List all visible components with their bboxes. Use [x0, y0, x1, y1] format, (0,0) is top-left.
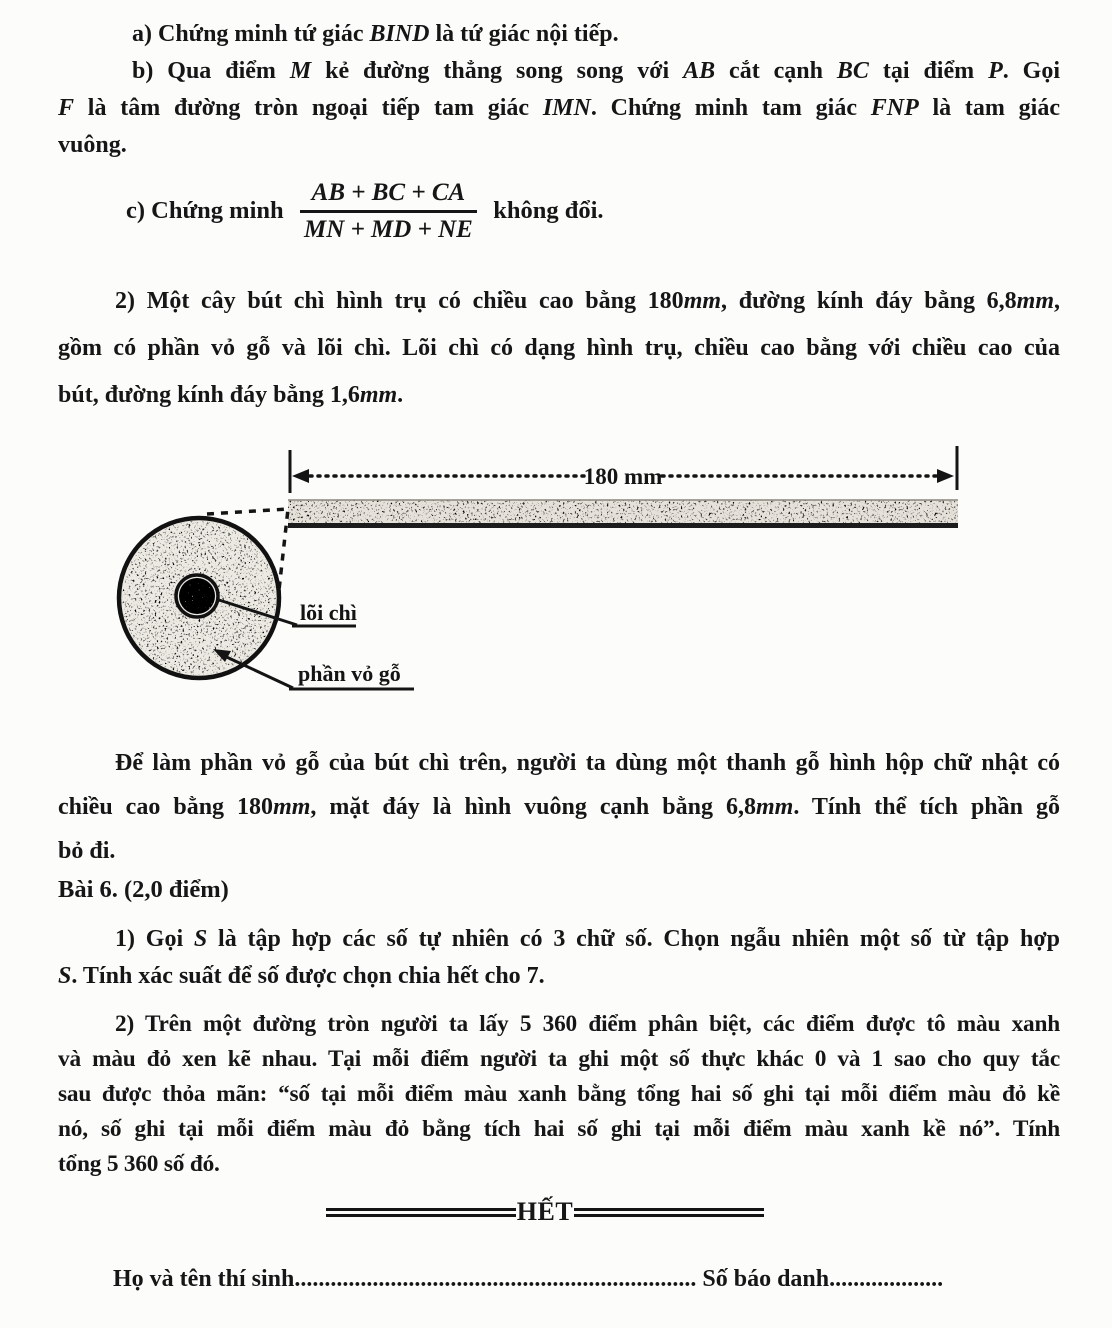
fraction-denominator: MN + MD + NE — [304, 215, 473, 243]
document-body — [58, 16, 1060, 1296]
dimension-line — [290, 446, 957, 493]
text-segment: 2) Trên một đường tròn người ta lấy 5 360 điểm phân biệt, các điểm được tô màu xanh — [115, 1011, 1060, 1037]
text-segment: tổng 5 360 số đó. — [58, 1151, 220, 1177]
text-segment: M — [289, 58, 312, 84]
text-segment: BIND — [369, 21, 430, 47]
wood-label: phần vỏ gỗ — [298, 661, 401, 686]
text-segment: là tập hợp các số tự nhiên có 3 chữ số. Chọn ngẫu nhiên một số từ tập hợp — [207, 926, 1060, 952]
pencil-body — [288, 500, 958, 528]
text-segment: gồm có phần vỏ gỗ và lõi chì. Lõi chì có dạng hình trụ, chiều cao bằng với chiều cao của — [58, 335, 1060, 361]
line-6p1-2 — [58, 958, 1060, 995]
problem-5-part2 — [58, 278, 1060, 419]
text-segment: chiều cao bằng 180 — [58, 794, 274, 820]
text-segment: là tâm đường tròn ngoại tiếp tam giác — [74, 95, 543, 121]
text-segment: mm — [683, 288, 722, 314]
text-segment: vuông. — [58, 132, 127, 158]
text-segment: mm — [359, 382, 398, 408]
end-label: HẾT — [516, 1197, 574, 1226]
problem-6-part1 — [58, 921, 1060, 995]
line-5p2-2 — [58, 325, 1060, 372]
text-segment: . Chứng minh tam giác — [590, 95, 871, 121]
text-segment: sau được thỏa mãn: “số tại mỗi điểm màu xanh bằng tổng hai số ghi tại mỗi điểm màu đỏ kề — [58, 1081, 1060, 1107]
line-5p2-1 — [58, 278, 1060, 325]
text-segment: cắt cạnh — [715, 58, 837, 84]
text-segment: , đường kính đáy bằng 6,8 — [721, 288, 1017, 314]
text-segment: kẻ đường thẳng song song với — [311, 58, 684, 84]
text-segment: bỏ đi. — [58, 838, 116, 864]
problem-6-part2 — [58, 1007, 1060, 1182]
text-segment: 1) Gọi — [115, 926, 194, 952]
dimension-label: 180 mm — [583, 464, 663, 489]
text-segment: a) Chứng minh tứ giác — [132, 21, 370, 47]
line-bai6 — [58, 873, 1060, 907]
text-segment: Bài 6. (2,0 điểm) — [58, 876, 229, 903]
line-wood-1 — [58, 741, 1060, 785]
text-segment: Để làm phần vỏ gỗ của bút chì trên, người ta dùng một thanh gỗ hình hộp chữ nhật có — [115, 750, 1060, 776]
problem-5c-line — [58, 168, 1060, 254]
problem-5-wood-question — [58, 741, 1060, 873]
text-segment: F — [58, 95, 75, 121]
line-6p2-1 — [58, 1007, 1060, 1042]
line-6p2-5 — [58, 1147, 1060, 1182]
line-5b-3 — [58, 127, 1060, 164]
text-segment: AB — [683, 58, 716, 84]
arrowhead-left-icon — [292, 469, 309, 483]
5c-prefix: c) Chứng minh — [126, 197, 284, 224]
line-6p1-1 — [58, 921, 1060, 958]
text-segment: 2) Một cây bút chì hình trụ có chiều cao bằng 180 — [115, 288, 684, 314]
text-segment: mm — [1016, 288, 1055, 314]
text-segment: Số báo danh — [696, 1266, 830, 1292]
text-segment: . — [397, 382, 404, 408]
line-6p2-3 — [58, 1077, 1060, 1112]
line-6p2-4 — [58, 1112, 1060, 1147]
text-segment: . Tính thể tích phần gỗ — [793, 794, 1061, 820]
divider-rule-right — [574, 1208, 764, 1217]
candidate-info — [58, 1262, 1060, 1296]
line-5p2-3 — [58, 372, 1060, 419]
line-5b-1 — [58, 53, 1060, 90]
cross-section — [119, 518, 279, 678]
lead-core-texture — [179, 578, 215, 614]
text-segment: , — [1054, 288, 1061, 314]
text-segment: . Gọi — [1002, 58, 1061, 84]
problem-5-parts-ab — [58, 16, 1060, 164]
text-segment: và màu đỏ xen kẽ nhau. Tại mỗi điểm người ta ghi một số thực khác 0 và 1 sao cho quy tắc — [58, 1046, 1060, 1072]
text-segment: S — [193, 926, 208, 952]
line-wood-3 — [58, 829, 1060, 873]
line-6p2-2 — [58, 1042, 1060, 1077]
text-segment: tại điểm — [868, 58, 989, 84]
line-wood-2 — [58, 785, 1060, 829]
problem-6-heading — [58, 873, 1060, 907]
line-candidate-name — [58, 1262, 1060, 1296]
divider-rule-left — [326, 1208, 516, 1217]
pencil-bottom-edge — [288, 523, 958, 528]
core-label: lõi chì — [300, 600, 357, 625]
text-segment: ................................................................... — [294, 1266, 697, 1292]
pencil-figure — [0, 433, 1112, 701]
text-segment: BC — [836, 58, 869, 84]
text-segment: P — [988, 58, 1003, 84]
text-segment: nó, số ghi tại mỗi điểm màu đỏ bằng tích hai số ghi tại mỗi điểm màu xanh kề nó”. Tính — [58, 1116, 1060, 1142]
text-segment: ................... — [829, 1266, 944, 1292]
arrowhead-right-icon — [937, 469, 954, 483]
text-segment: IMN — [542, 95, 591, 121]
text-segment: là tam giác — [918, 95, 1060, 121]
text-segment: S — [58, 963, 72, 989]
text-segment: mm — [755, 794, 794, 820]
line-5b-2 — [58, 90, 1060, 127]
text-segment: Họ và tên thí sinh — [113, 1266, 295, 1292]
line-5a — [58, 16, 1060, 53]
5c-suffix: không đổi. — [493, 197, 604, 224]
text-segment: , mặt đáy là hình vuông cạnh bằng 6,8 — [310, 794, 756, 820]
text-segment: . Tính xác suất để số được chọn chia hết cho 7. — [71, 963, 545, 989]
end-divider — [44, 1196, 1046, 1228]
fraction-numerator: AB + BC + CA — [300, 179, 478, 213]
fraction — [300, 179, 478, 244]
text-segment: bút, đường kính đáy bằng 1,6 — [58, 382, 360, 408]
text-segment: b) Qua điểm — [132, 58, 290, 84]
text-segment: mm — [273, 794, 311, 820]
text-segment: là tứ giác nội tiếp. — [429, 21, 619, 47]
pencil-diagram-svg — [0, 433, 1112, 701]
text-segment: FNP — [870, 95, 919, 121]
